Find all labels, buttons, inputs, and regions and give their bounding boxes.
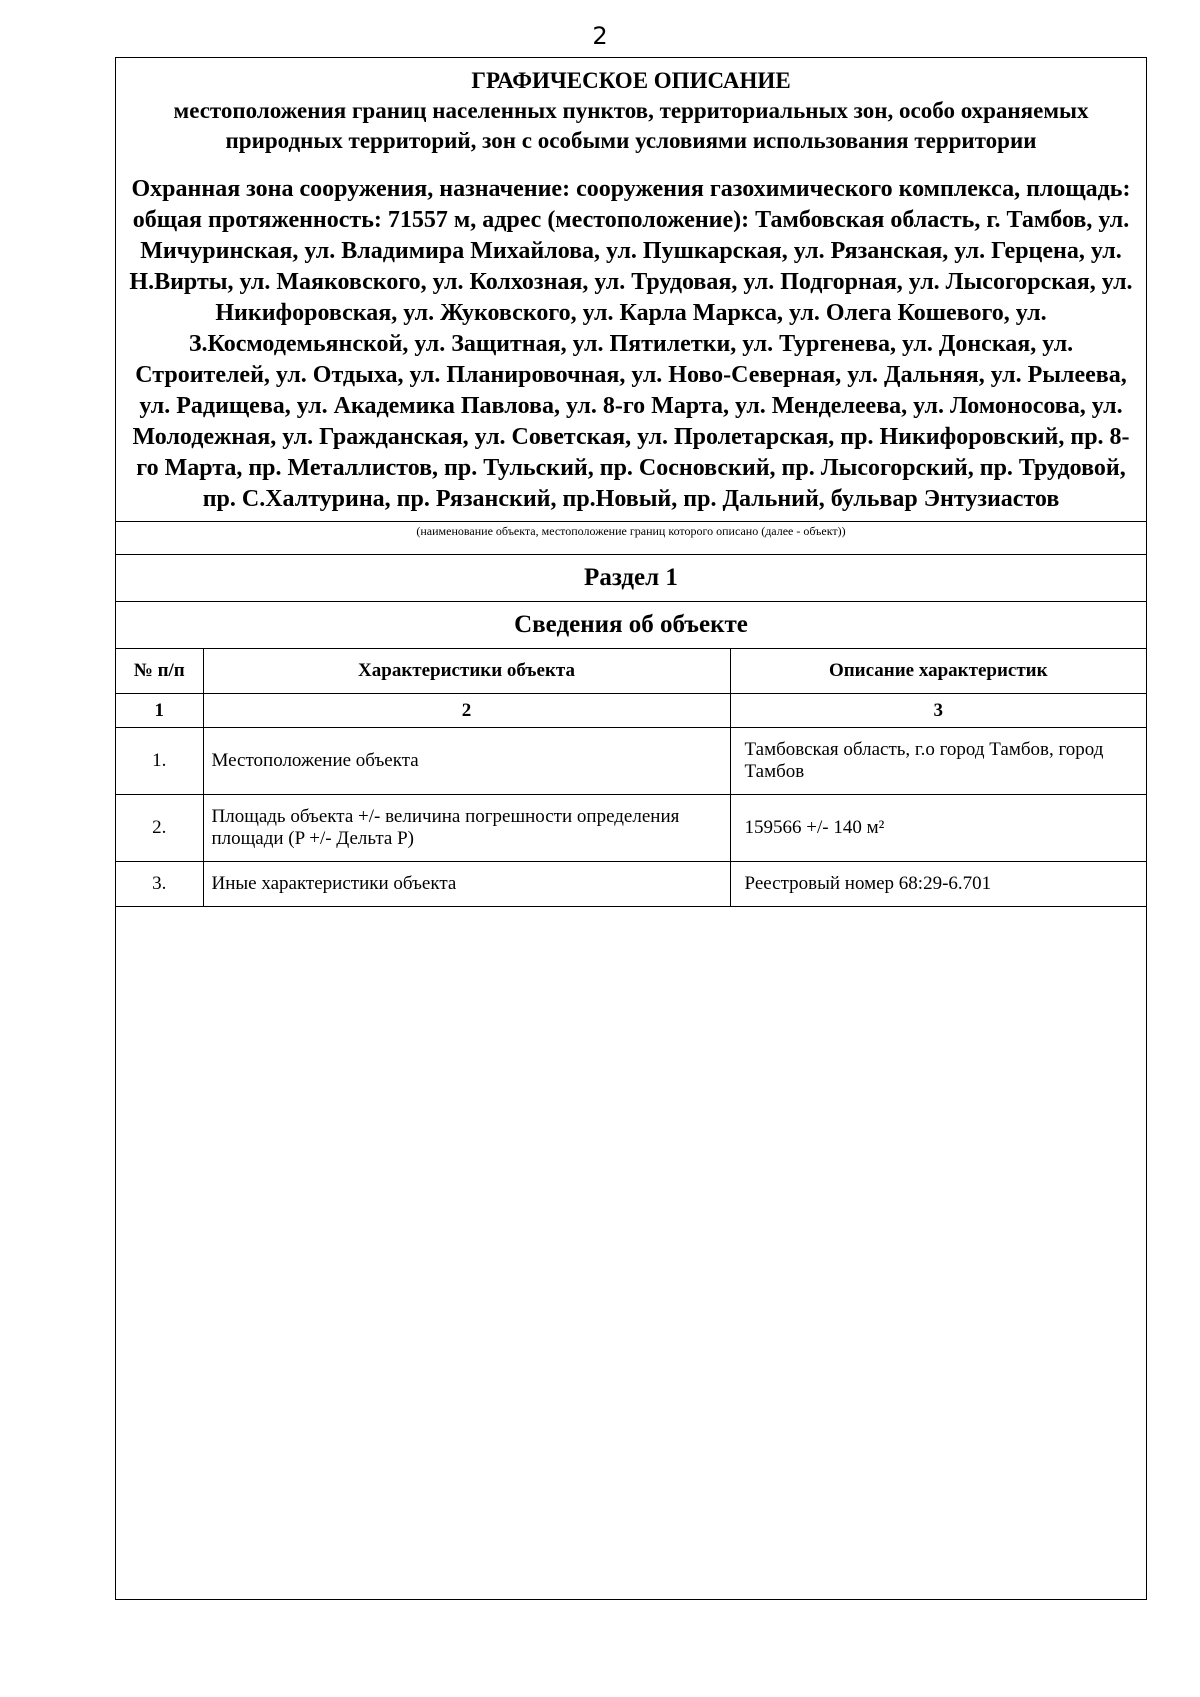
- section-subtitle: Сведения об объекте: [116, 602, 1146, 649]
- row-number: 2.: [116, 795, 203, 862]
- header-cell-characteristic: Характеристики объекта: [203, 649, 730, 694]
- document-frame: [115, 57, 1147, 1600]
- object-info-table: [116, 649, 1146, 907]
- table-row: [116, 795, 1146, 862]
- index-cell: 2: [203, 694, 730, 728]
- table-row: [116, 862, 1146, 907]
- row-description: Реестровый номер 68:29-6.701: [730, 862, 1146, 907]
- section-title: Раздел 1: [116, 555, 1146, 602]
- object-name: Охранная зона сооружения, назначение: сооружения газохимического комплекса, площадь: общая протяженность: 71557 м, адрес (местоположение): Тамбовская область, г. Тамбов, ул. Мичуринская, ул. Владимира Михайлова, ул. Пушкарская, ул. Рязанская, ул. Герцена, ул. Н.Вирты, ул. Маяковского, ул. Колхозная, ул. Трудовая, ул. Подгорная, ул. Лысогорская, ул. Никифоровская, ул. Жуковского, ул. Карла Маркса, ул. Олега Кошевого, ул. З.Космодемьянской, ул. Защитная, ул. Пятилетки, ул. Тургенева, ул. Донская, ул. Строителей, ул. Отдыха, ул. Планировочная, ул. Ново-Северная, ул. Дальняя, ул. Рылеева, ул. Радищева, ул. Академика Павлова, ул. 8-го Марта, ул. Менделеева, ул. Ломоносова, ул. Молодежная, ул. Гражданская, ул. Советская, ул. Пролетарская, пр. Никифоровский, пр. 8-го Марта, пр. Металлистов, пр. Тульский, пр. Сосновский, пр. Лысогорский, пр. Трудовой, пр. С.Халтурина, пр. Рязанский, пр.Новый, пр. Дальний, бульвар Энтузиастов: [129, 176, 1133, 512]
- document-title: ГРАФИЧЕСКОЕ ОПИСАНИЕ: [471, 68, 791, 93]
- row-description: 159566 +/- 140 м²: [730, 795, 1146, 862]
- document-subtitle: местоположения границ населенных пунктов, территориальных зон, особо охраняемых природных территорий, зон с особыми условиями использования территории: [173, 98, 1089, 153]
- row-number: 1.: [116, 728, 203, 795]
- header-cell-description: Описание характеристик: [730, 649, 1146, 694]
- header-cell-number: № п/п: [116, 649, 203, 694]
- index-cell: 1: [116, 694, 203, 728]
- index-cell: 3: [730, 694, 1146, 728]
- row-characteristic: Местоположение объекта: [203, 728, 730, 795]
- row-characteristic: Иные характеристики объекта: [203, 862, 730, 907]
- table-index-row: [116, 694, 1146, 728]
- object-caption: (наименование объекта, местоположение границ которого описано (далее - объект)): [116, 521, 1146, 555]
- row-number: 3.: [116, 862, 203, 907]
- table-row: [116, 728, 1146, 795]
- page-number: 2: [592, 22, 608, 50]
- row-characteristic: Площадь объекта +/- величина погрешности определения площади (P +/- Дельта P): [203, 795, 730, 862]
- row-description: Тамбовская область, г.о город Тамбов, город Тамбов: [730, 728, 1146, 795]
- table-header-row: [116, 649, 1146, 694]
